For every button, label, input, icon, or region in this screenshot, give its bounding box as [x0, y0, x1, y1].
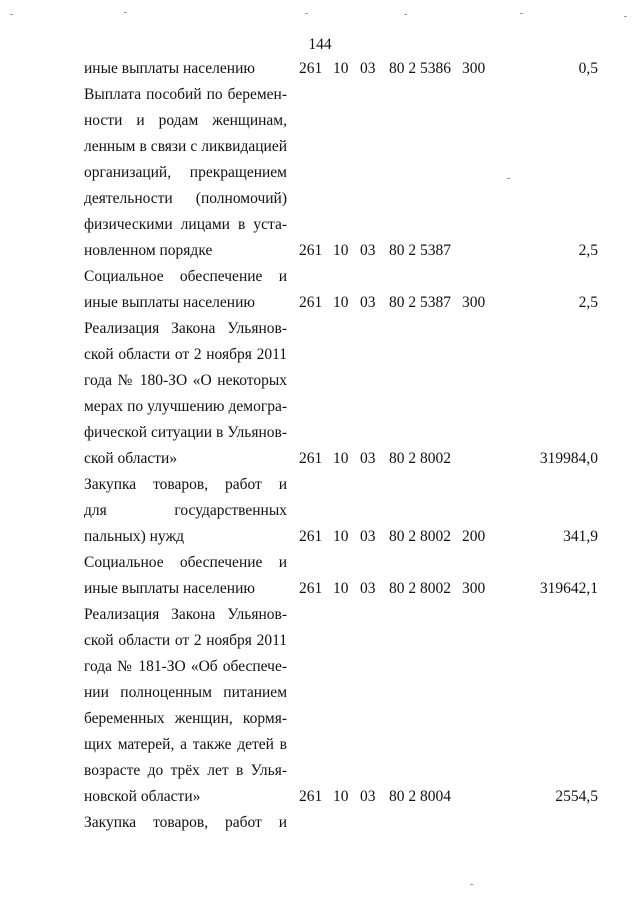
row-line	[0, 446, 640, 472]
expense-type-code: 300	[462, 294, 486, 311]
amount-value: 341,9	[563, 528, 598, 545]
row-line	[0, 56, 640, 82]
expense-name-line: организаций, прекращением	[84, 164, 287, 181]
expense-name-line: мерах по улучшению демогра-	[84, 398, 287, 415]
expense-type-code: 200	[462, 528, 486, 545]
expense-name-line: года № 181-ЗО «Об обеспече-	[84, 658, 287, 675]
ministry-code: 261	[299, 242, 323, 259]
page-number: 144	[308, 36, 332, 53]
expense-name-line: Закупка товаров, работ и	[84, 476, 287, 493]
expense-name-line: физическими лицами в уста-	[84, 216, 287, 233]
row-line	[0, 290, 640, 316]
row-line	[0, 368, 640, 394]
article-code: 80 2 8002	[389, 580, 451, 597]
expense-name-line: Социальное обеспечение и	[84, 554, 287, 571]
row-line	[0, 342, 640, 368]
ministry-code: 261	[299, 528, 323, 545]
ministry-code: 261	[299, 450, 323, 467]
row-line	[0, 628, 640, 654]
expense-name-line: фической ситуации в Ульянов-	[84, 424, 287, 441]
row-line	[0, 394, 640, 420]
section-code: 10	[333, 242, 349, 259]
expense-name-line: ленным в связи с ликвидацией	[84, 138, 287, 155]
expense-name-line: Выплата пособий по беремен-	[84, 86, 287, 103]
expense-name-line: новской области»	[84, 788, 201, 805]
table-row	[0, 472, 640, 550]
table-row	[0, 316, 640, 472]
section-code: 10	[333, 528, 349, 545]
expense-name-line: Закупка товаров, работ и	[84, 814, 287, 831]
article-code: 80 2 5387	[389, 294, 451, 311]
row-line	[0, 524, 640, 550]
row-line	[0, 576, 640, 602]
row-line	[0, 550, 640, 576]
row-line	[0, 758, 640, 784]
row-line	[0, 810, 640, 836]
row-line	[0, 108, 640, 134]
table-row	[0, 602, 640, 810]
expense-name-line: иные выплаты населению	[84, 60, 255, 77]
section-code: 10	[333, 788, 349, 805]
subsection-code: 03	[360, 788, 376, 805]
subsection-code: 03	[360, 580, 376, 597]
row-line	[0, 134, 640, 160]
row-line	[0, 82, 640, 108]
table-row	[0, 82, 640, 264]
row-line	[0, 160, 640, 186]
article-code: 80 2 8002	[389, 450, 451, 467]
article-code: 80 2 5386	[389, 60, 451, 77]
table-row	[0, 810, 640, 836]
article-code: 80 2 8002	[389, 528, 451, 545]
subsection-code: 03	[360, 242, 376, 259]
expense-name-line: пальных) нужд	[84, 528, 185, 545]
article-code: 80 2 5387	[389, 242, 451, 259]
section-code: 10	[333, 294, 349, 311]
expense-name-line: новленном порядке	[84, 242, 213, 259]
row-line	[0, 784, 640, 810]
expense-name-line: беременных женщин, кормя-	[84, 710, 287, 727]
expense-name-line: ности и родам женщинам,	[84, 112, 287, 129]
row-line	[0, 706, 640, 732]
ministry-code: 261	[299, 580, 323, 597]
expense-name-line: ской области от 2 ноября 2011	[84, 632, 287, 649]
ministry-code: 261	[299, 60, 323, 77]
row-line	[0, 264, 640, 290]
expense-name-line: Социальное обеспечение и	[84, 268, 287, 285]
row-line	[0, 238, 640, 264]
amount-value: 319642,1	[539, 580, 598, 597]
table-row	[0, 550, 640, 602]
expense-name-line: нии полноценным питанием	[84, 684, 287, 701]
amount-value: 2554,5	[555, 788, 598, 805]
expense-name-line: иные выплаты населению	[84, 294, 255, 311]
row-line	[0, 680, 640, 706]
subsection-code: 03	[360, 294, 376, 311]
expense-name-line: года № 180-ЗО «О некоторых	[84, 372, 287, 389]
subsection-code: 03	[360, 528, 376, 545]
expense-name-line: возрасте до трёх лет в Улья-	[84, 762, 287, 779]
article-code: 80 2 8004	[389, 788, 451, 805]
budget-table	[0, 56, 640, 836]
row-line	[0, 498, 640, 524]
expense-type-code: 300	[462, 580, 486, 597]
expense-name-line: щих матерей, а также детей в	[84, 736, 287, 753]
expense-name-line: ской области от 2 ноября 2011	[84, 346, 287, 363]
expense-name-line: для государственных	[84, 502, 287, 519]
expense-name-line: Реализация Закона Ульянов-	[84, 606, 287, 623]
table-row	[0, 56, 640, 82]
expense-name-line: ской области»	[84, 450, 178, 467]
expense-name-line: деятельности (полномочий)	[84, 190, 287, 207]
row-line	[0, 732, 640, 758]
row-line	[0, 602, 640, 628]
expense-name-line: иные выплаты населению	[84, 580, 255, 597]
ministry-code: 261	[299, 788, 323, 805]
amount-value: 2,5	[578, 242, 598, 259]
amount-value: 0,5	[578, 60, 598, 77]
row-line	[0, 316, 640, 342]
expense-name-line: Реализация Закона Ульянов-	[84, 320, 287, 337]
row-line	[0, 186, 640, 212]
row-line	[0, 212, 640, 238]
ministry-code: 261	[299, 294, 323, 311]
expense-type-code: 300	[462, 60, 486, 77]
row-line	[0, 654, 640, 680]
subsection-code: 03	[360, 450, 376, 467]
table-row	[0, 264, 640, 316]
section-code: 10	[333, 60, 349, 77]
row-line	[0, 420, 640, 446]
row-line	[0, 472, 640, 498]
subsection-code: 03	[360, 60, 376, 77]
amount-value: 2,5	[578, 294, 598, 311]
section-code: 10	[333, 450, 349, 467]
amount-value: 319984,0	[539, 450, 598, 467]
section-code: 10	[333, 580, 349, 597]
